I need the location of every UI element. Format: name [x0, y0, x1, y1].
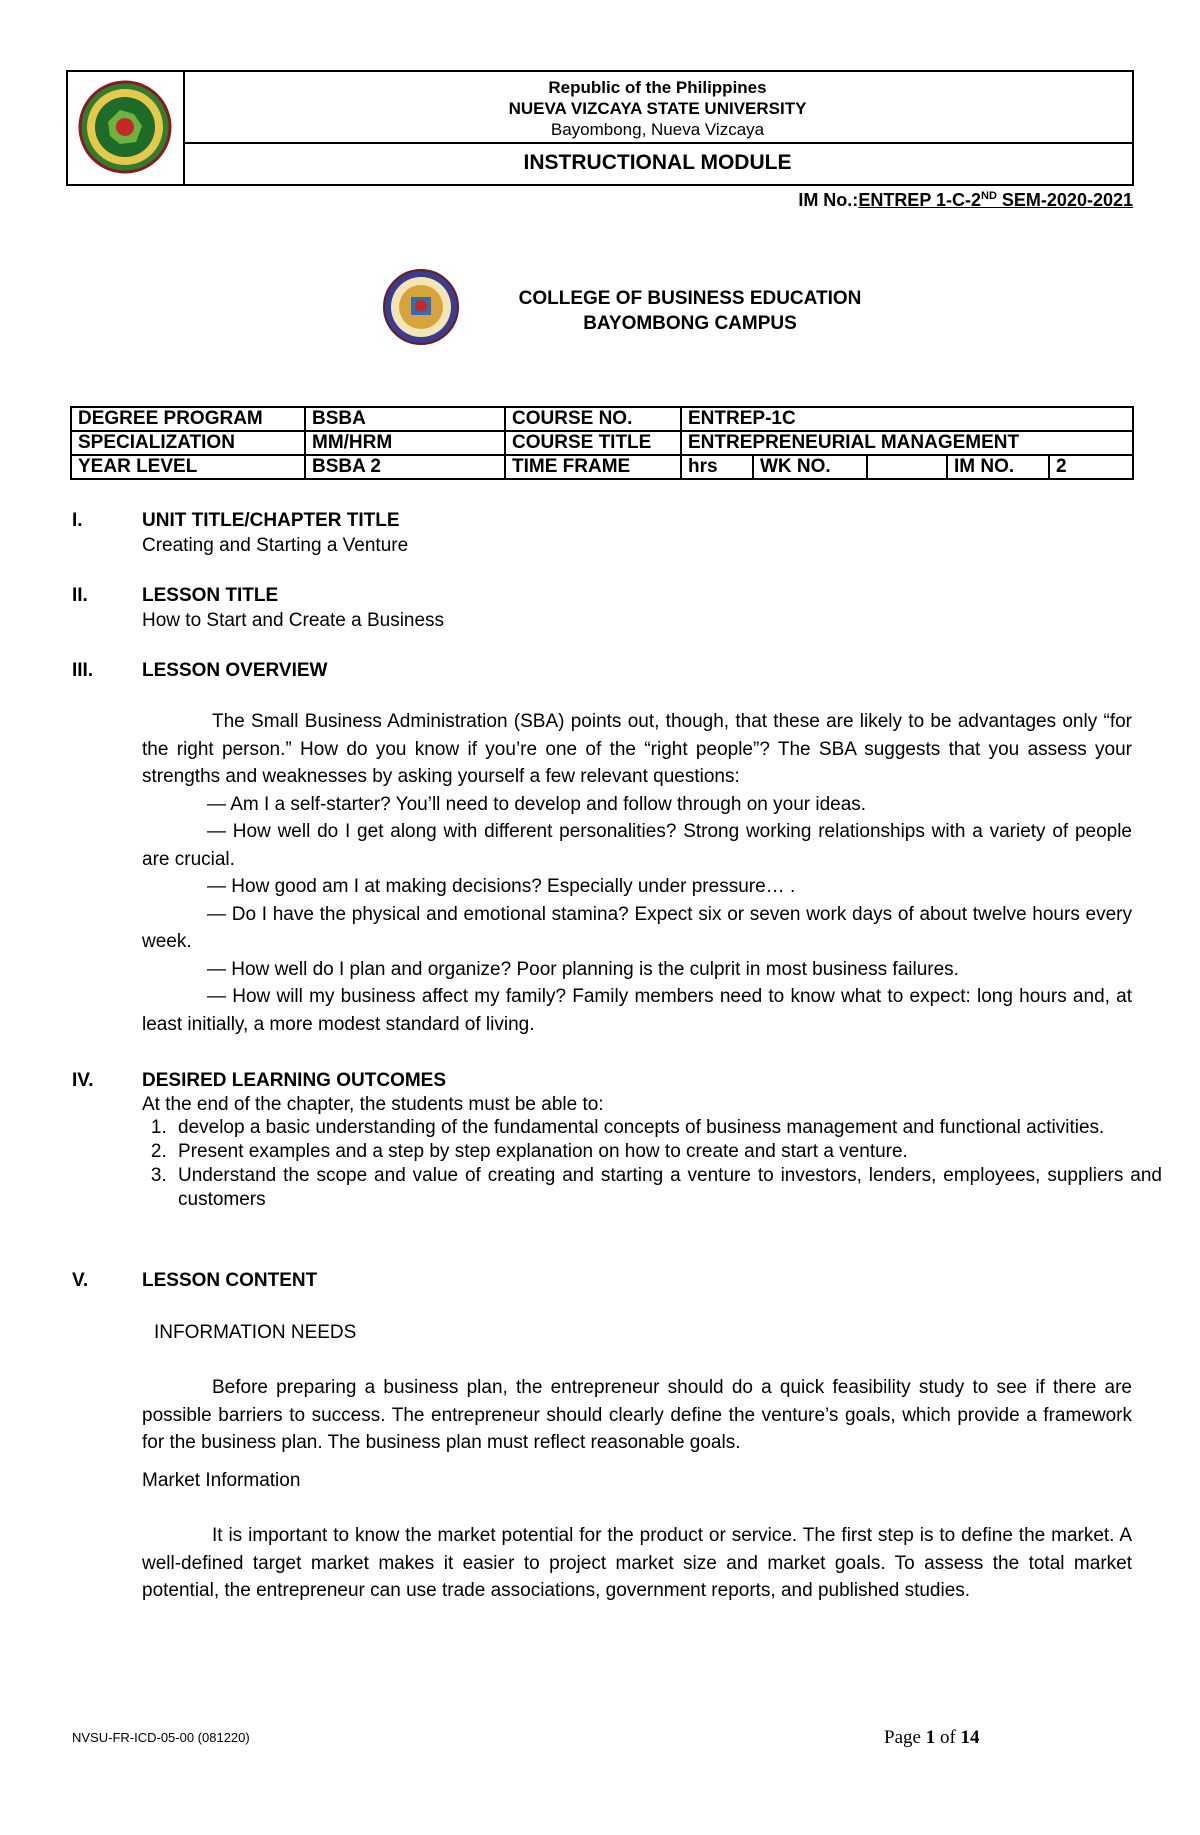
- list-item: 1. develop a basic understanding of the fundamental concepts of business management and functional activities.: [172, 1116, 1162, 1140]
- table-cell: DEGREE PROGRAM: [71, 407, 305, 431]
- im-number-label: IM No.:: [798, 190, 859, 210]
- section-number: I.: [72, 510, 83, 531]
- section-number: V.: [72, 1270, 89, 1291]
- table-cell: YEAR LEVEL: [71, 455, 305, 479]
- table-cell: ENTREP-1C: [681, 407, 1133, 431]
- lesson-title-text: How to Start and Create a Business: [142, 610, 445, 631]
- university-name: NUEVA VIZCAYA STATE UNIVERSITY: [508, 99, 807, 118]
- table-row: [71, 455, 1133, 479]
- header-title-cell: [183, 72, 1132, 144]
- overview-question: — Do I have the physical and emotional stamina? Expect six or seven work days of about twelve hours every week.: [142, 903, 1132, 952]
- document-header: [66, 70, 1134, 186]
- overview-question: — How good am I at making decisions? Especially under pressure… .: [207, 876, 796, 897]
- table-cell: ENTREPRENEURIAL MANAGEMENT: [681, 431, 1133, 455]
- section-number: II.: [72, 585, 88, 606]
- university-seal-icon: [68, 72, 183, 184]
- form-code: NVSU-FR-ICD-05-00 (081220): [72, 1730, 250, 1745]
- overview-question: — Am I a self-starter? You’ll need to develop and follow through on your ideas.: [207, 793, 867, 815]
- unit-title-text: Creating and Starting a Venture: [142, 535, 409, 556]
- table-cell: BSBA: [305, 407, 505, 431]
- overview-question: — How well do I get along with different personalities? Strong working relationships with a variety of people are crucial.: [142, 821, 1132, 870]
- list-item: 3. Understand the scope and value of creating and starting a venture to investors, lenders, employees, suppliers and customers: [172, 1164, 1162, 1212]
- table-cell: [867, 455, 947, 479]
- paragraph-text: It is important to know the market potential for the product or service. The first step is to define the market. A well-defined target market makes it easier to project market size and market goals. To assess the total market potential, the entrepreneur can use trade associations, government reports, and published studies.: [142, 1525, 1132, 1601]
- college-campus: BAYOMBONG CAMPUS: [583, 313, 797, 334]
- college-block: [0, 286, 1200, 336]
- section-number: IV.: [72, 1070, 94, 1091]
- information-needs-heading: INFORMATION NEEDS: [154, 1322, 357, 1343]
- overview-question: — How well do I plan and organize? Poor planning is the culprit in most business failures.: [207, 958, 959, 980]
- table-cell: BSBA 2: [305, 455, 505, 479]
- table-cell: COURSE NO.: [505, 407, 681, 431]
- paragraph-text: Before preparing a business plan, the entrepreneur should do a quick feasibility study to see if there are possible barriers to success. The entrepreneur should clearly define the venture’s goals, which provide a framework for the business plan. The business plan must reflect reasonable goals.: [142, 1377, 1132, 1453]
- section-title: LESSON OVERVIEW: [142, 660, 328, 681]
- university-logo-cell: [68, 72, 185, 184]
- overview-paragraph: The Small Business Administration (SBA) points out, though, that these are likely to be advantages only “for the right person.” How do you know if you’re one of the “right people”? The SBA suggests that you assess your strengths and weaknesses by asking yourself a few relevant questions:: [142, 711, 1132, 787]
- section-number: III.: [72, 660, 94, 681]
- republic-line: Republic of the Philippines: [548, 78, 767, 97]
- list-item: 2. Present examples and a step by step explanation on how to create and start a venture.: [172, 1140, 1162, 1164]
- table-cell: IM NO.: [947, 455, 1049, 479]
- lesson-overview: [142, 708, 1132, 1038]
- module-title: INSTRUCTIONAL MODULE: [523, 151, 792, 174]
- course-info-table: [70, 406, 1134, 480]
- table-cell: COURSE TITLE: [505, 431, 681, 455]
- market-information-heading: Market Information: [142, 1470, 301, 1491]
- table-cell: SPECIALIZATION: [71, 431, 305, 455]
- table-cell: TIME FRAME: [505, 455, 681, 479]
- college-name: COLLEGE OF BUSINESS EDUCATION: [518, 288, 862, 309]
- im-number-value: ENTREP 1-C-2ND SEM-2020-2021: [858, 190, 1133, 210]
- table-cell: hrs: [681, 455, 753, 479]
- information-needs-paragraph: [142, 1374, 1132, 1457]
- section-title: LESSON TITLE: [142, 585, 279, 606]
- learning-outcomes-list: [142, 1116, 1162, 1212]
- section-title: UNIT TITLE/CHAPTER TITLE: [142, 510, 400, 531]
- table-cell: WK NO.: [753, 455, 867, 479]
- table-cell: MM/HRM: [305, 431, 505, 455]
- table-row: [71, 407, 1133, 431]
- table-row: [71, 431, 1133, 455]
- page-number: Page 1 of 14: [884, 1727, 980, 1748]
- section-title: LESSON CONTENT: [142, 1270, 318, 1291]
- section-title: DESIRED LEARNING OUTCOMES: [142, 1070, 447, 1091]
- table-cell: 2: [1049, 455, 1133, 479]
- im-number: [798, 190, 1133, 211]
- university-location: Bayombong, Nueva Vizcaya: [550, 120, 765, 139]
- overview-question: — How will my business affect my family? Family members need to know what to expect: long hours and, at least initially, a more modest standard of living.: [142, 986, 1132, 1035]
- outcomes-intro: At the end of the chapter, the students must be able to:: [142, 1094, 604, 1115]
- market-information-paragraph: [142, 1522, 1132, 1605]
